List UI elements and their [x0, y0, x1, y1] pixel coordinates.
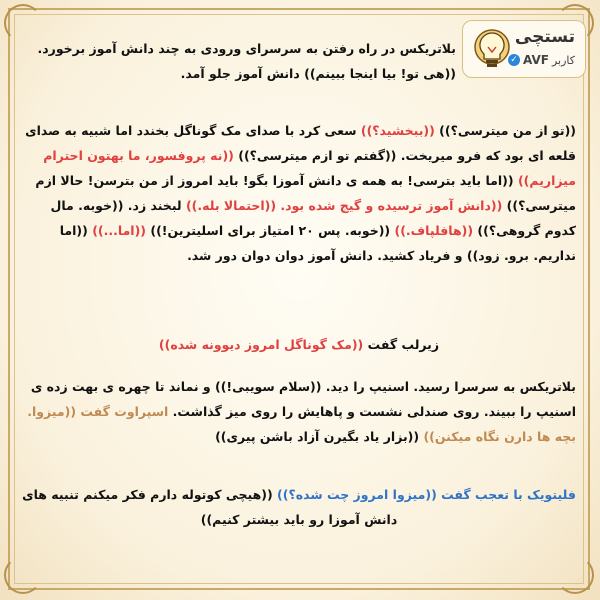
highlight-red: ((اما...)) [92, 223, 147, 238]
paragraph-3 [22, 332, 576, 357]
text-segment: ((هیچی کوتوله دارم فکر میکنم تنبیه های دانش آموزا رو باید بیشتر کنیم)) [22, 487, 398, 527]
story-text [22, 36, 576, 580]
check-icon: ✓ [508, 54, 520, 66]
highlight-red: ((هافلپاف.)) [394, 223, 474, 238]
paragraph-4 [22, 374, 576, 449]
highlight-red: ((نه پروفسور، ما بهتون احترام میزاریم)) [43, 148, 576, 188]
text-segment: زیرلب گفت [363, 337, 440, 352]
paragraph-2 [22, 118, 576, 268]
highlight-red: ((دانش آموز ترسیده و گیج شده بود. ((احتمالا بله.)) [185, 198, 503, 213]
highlight-red: ((ببخشید؟)) [360, 123, 435, 138]
highlight-blue: فلیتویک با تعجب گفت ((میزوا امروز چت شده؟)) [277, 487, 576, 502]
text-segment: بلاتریکس به سرسرا رسید. اسنیپ را دید. ((سلام سویبی!)) و نماند تا چهره ی بهت زده ی اسنیپ را ببیند. روی صندلی نشست و پاهایش را روی میز گذاشت. [30, 379, 576, 419]
text-segment: ((اما نداریم. برو. زود)) و فریاد کشید. دانش آموز دوان دوان دور شد. [59, 223, 576, 263]
highlight-tan: اسپراوت گفت ((میزوا. بچه ها دارن نگاه میکنن)) [27, 404, 576, 444]
text-segment: ((تو از من میترسی؟)) [434, 123, 576, 138]
badge-user-label: کاربر [551, 53, 575, 67]
paragraph-5 [22, 482, 576, 532]
text-segment: ((خوبه. پس ۲۰ امتیاز برای اسلیترین!)) [146, 223, 395, 238]
paragraph-1: بلاتریکس در راه رفتن به سرسرای ورودی به چند دانش آموز برخورد. ((هی تو! بیا اینجا ببینم)) دانش آموز جلو آمد. [37, 41, 456, 81]
text-segment: ((اما باید بترسی! به همه ی دانش آموزا بگو! باید امروز از من بترسن! حالا ازم میترسی؟)) [35, 173, 576, 213]
highlight-red: ((مک گوناگل امروز دیوونه شده)) [158, 337, 364, 352]
badge-title: تستچی [514, 27, 575, 47]
text-segment: سعی کرد با صدای مک گوناگل بخندد اما شبیه به صدای قلعه ای بود که فرو میریخت. ((گفتم تو ازم میترسی؟)) [25, 123, 576, 163]
text-segment: ((بزار یاد بگیرن آزاد باشن پیری)) [215, 429, 424, 444]
text-segment: لبخند زد. ((خوبه. مال کدوم گروهی؟)) [50, 198, 576, 238]
badge-brand: AVF [523, 53, 549, 67]
